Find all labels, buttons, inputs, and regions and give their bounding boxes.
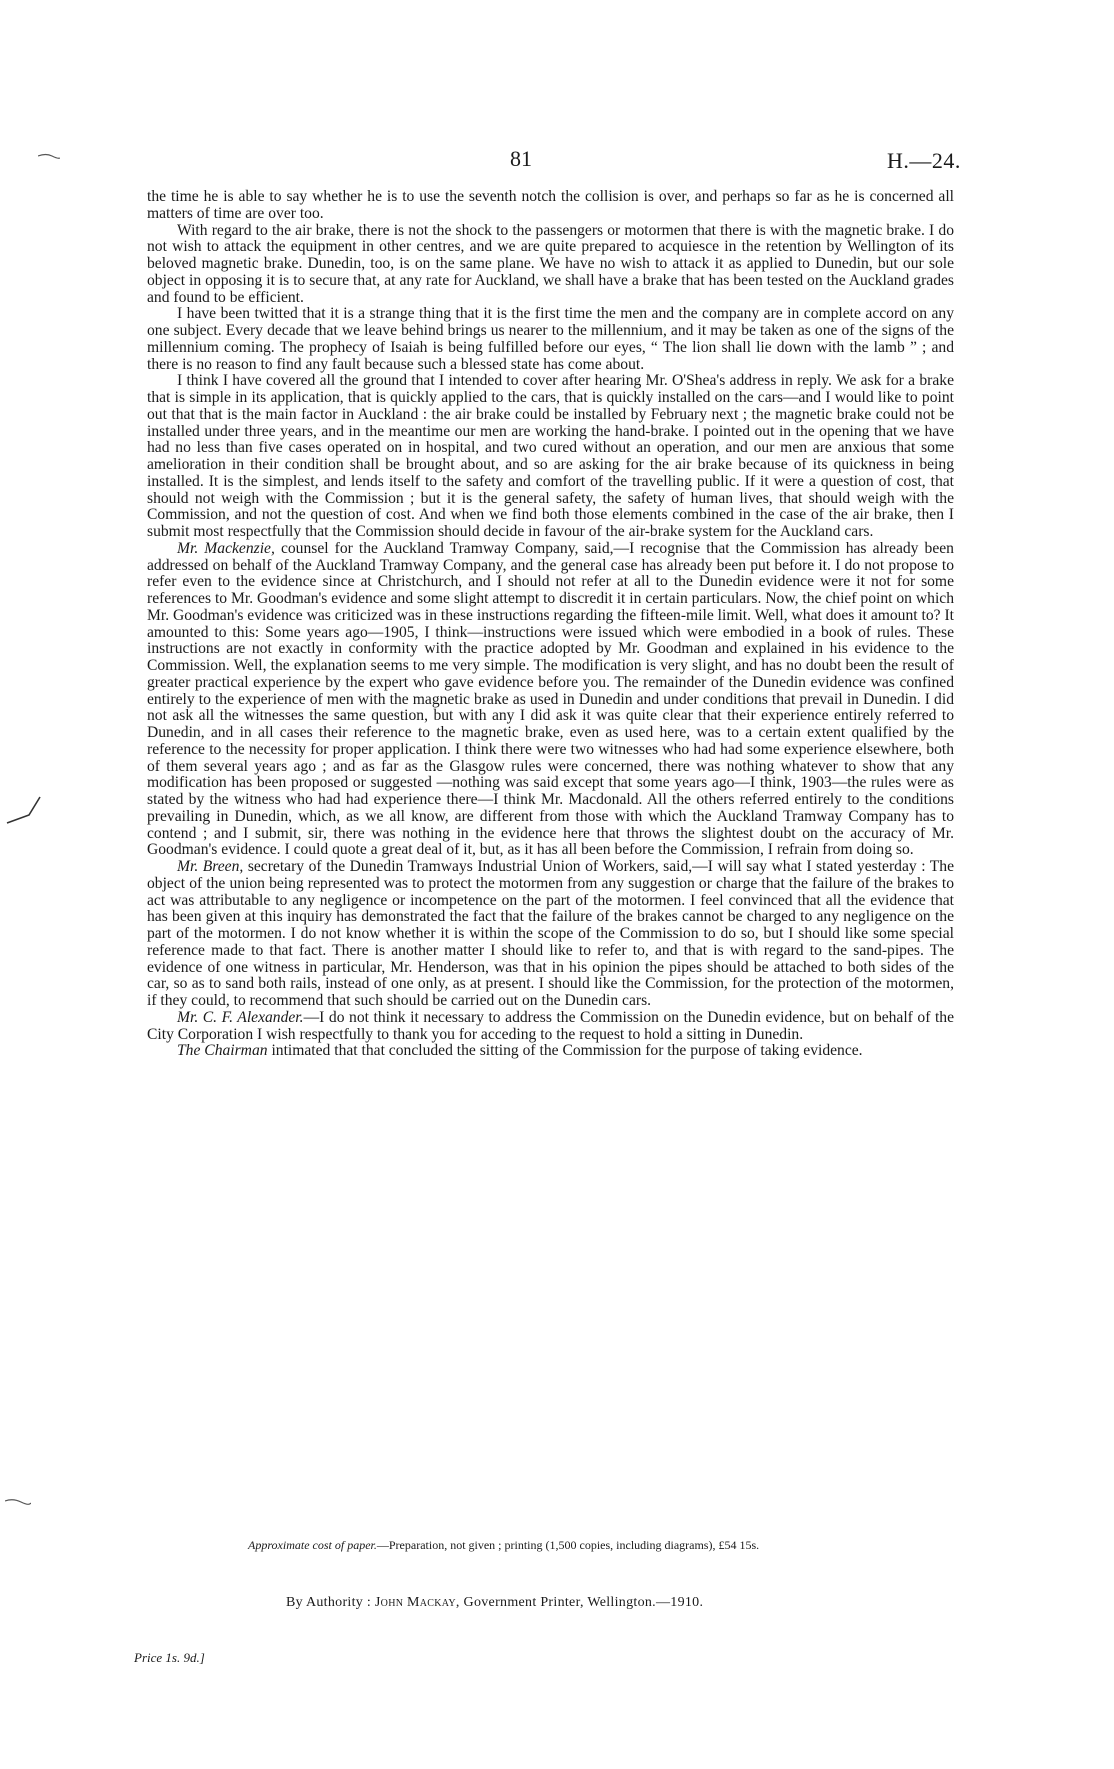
margin-mark-icon [5,1496,31,1506]
speaker-name: Mr. Mackenzie, [177,539,275,557]
paragraph-text: the time he is able to say whether he is to use the seventh notch the collision is over, and perhaps so far as he is concerned all matters of time are over too. [147,188,954,222]
paragraph-text: I think I have covered all the ground that I intended to cover after hearing Mr. O'Shea's address in reply. We ask for a brake that is simple in its application, that is quickly applied to the cars, that is quickly installed on the cars—and I would like to point out that that is the main factor in Auckland : the air brake could be installed by February next ; the magnetic brake could not be installed under three years, and in the meantime our men are working the hand-brake. I pointed out in the opening that we have had no less than five cases operated on in hospital, and two cured without an operation, and our men are anxious that some amelioration in their condition shall be brought about, and so are asking for the air brake because of its quickness in being installed. It is the simplest, and lends itself to the safety and comfort of the travelling public. If it were a question of cost, that should not weigh with the Commission ; but it is the general safety, the safety of human lives, that should weigh with the Commission, and not the question of cost. And when we find both those elements combined in the case of the air brake, then I submit most respectfully that the Commission should decide in favour of the air-brake system for the Auckland cars. [147,372,954,540]
paragraph-text: intimated that that concluded the sitting of the Commission for the purpose of taking evidence. [271,1042,863,1060]
cost-label: Approximate cost of paper. [248,1538,377,1552]
margin-tick-icon [5,795,41,825]
paragraph [147,306,954,373]
paragraph [147,1043,954,1060]
cost-text: —Preparation, not given ; printing (1,500 copies, including diagrams), £54 15s. [376,1538,760,1552]
paragraph-text: —I do not think it necessary to address the Commission on the Dunedin evidence, but on behalf of the City Corporation I wish respectfully to thank you for acceding to the request to hold a sitting in Dunedin. [147,1008,955,1043]
paragraph-text: counsel for the Auckland Tramway Company, said,—I recognise that the Commission has already been addressed on behalf of the Auckland Tramway Company, and the general case has already been put before it. I do not propose to refer even to the evidence since at Christchurch, and I should not refer at all to the Dunedin evidence were it not for some references to Mr. Goodman's evidence and some slight attempt to discredit it in certain particulars. Now, the chief point on which Mr. Goodman's evidence was criticized was in these instructions regarding the fifteen-mile limit. Well, what does it amount to? It amounted to this: Some years ago—1905, I think—instructions were issued which were embodied in a book of rules. These instructions are not exactly in conformity with the practice adopted by Mr. Goodman and explained in his evidence to the Commission. Well, the explanation seems to me very simple. The modification is very slight, and has no doubt been the result of greater practical experience by the expert who gave evidence before you. The remainder of the Dunedin evidence was confined entirely to the experience of men with the magnetic brake as used in Dunedin and under conditions that prevail in Dunedin. I did not ask all the witnesses the same question, but with any I did ask it was quite clear that their experience entirely referred to Dunedin, and in all cases their reference to the magnetic brake, even as used here, was to a certain extent qualified by the reference to the necessity for proper application. I think there were two witnesses who had had some experience elsewhere, both of them several years ago ; and as far as the Glasgow rules were concerned, there was nothing whatever to show that any modification has been proposed or suggested —nothing was said except that some years ago—I think, 1903—the rules were as stated by the witness who had had experience there—I think Mr. Macdonald. All the others referred entirely to the conditions prevailing in Dunedin, which, as we all know, are different from those with which the Auckland Tramway Company has to contend ; and I submit, sir, there was nothing in the evidence here that throws the slightest doubt on the accuracy of Mr. Goodman's evidence. I could quote a great deal of it, but, as it has all been before the Commission, I refrain from doing so. [147,539,954,859]
paragraph [147,373,954,541]
paragraph [147,541,954,859]
paragraph [147,859,954,1010]
paragraph-text: secretary of the Dunedin Tramways Industrial Union of Workers, said,—I will say what I stated yesterday : The object of the union being represented was to protect the motormen from any suggestion or charge that the failure of the brakes to act was attributable to any negligence or incompetence on the part of the motormen. I feel convinced that all the evidence that has been given at this inquiry has demonstrated the fact that the failure of the brakes cannot be charged to any negligence on the part of the motormen. I do not know whether it is within the scope of the Commission to do so, but I should like some special reference made to that fact. There is another matter I should like to refer to, and that is with regard to the sand-pipes. The evidence of one witness in particular, Mr. Henderson, was that in his opinion the pipes should be attached to both sides of the car, so as to sand both rails, instead of one only, as at present. I should like the Commission, for the protection of the motormen, if they could, to recommend that such should be carried out on the Dunedin cars. [147,858,954,1009]
printer-authority [286,1595,703,1611]
paragraph-text: With regard to the air brake, there is not the shock to the passengers or motormen that there is with the magnetic brake. I do not wish to attack the equipment in other centres, and we are quite prepared to acquiesce in the retention by Wellington of its beloved magnetic brake. Dunedin, too, is on the same plane. We have no wish to attack it as applied to Dunedin, but our sole object in opposing it is to secure that, at any rate for Auckland, we shall have a brake that has been tested on the Auckland grades and found to be efficient. [147,221,954,306]
body-text [147,189,954,1060]
cost-note [248,1538,759,1553]
margin-mark-icon [38,153,60,159]
paragraph-text: I have been twitted that it is a strange thing that it is the first time the men and the company are in complete accord on any one subject. Every decade that we leave behind brings us nearer to the millennium, and it may be taken as one of the signs of the millennium coming. The prophecy of Isaiah is being fulfilled before our eyes, “ The lion shall lie down with the lamb ” ; and there is no reason to find any fault because such a blessed state has come about. [147,305,954,373]
page-number: 81 [510,146,532,171]
authority-prefix: By Authority : [286,1595,372,1610]
speaker-name: Mr. Breen, [177,858,244,875]
printer-name: John Mackay, [374,1595,460,1610]
speaker-name: The Chairman [177,1042,268,1060]
price-note: Price 1s. 9d.] [134,1650,205,1665]
paragraph [147,223,954,307]
authority-suffix: Government Printer, Wellington.—1910. [463,1595,704,1610]
speaker-name: Mr. C. F. Alexander. [177,1008,304,1026]
document-reference: H.—24. [887,148,961,173]
paragraph [147,1010,954,1044]
paragraph [147,189,954,223]
